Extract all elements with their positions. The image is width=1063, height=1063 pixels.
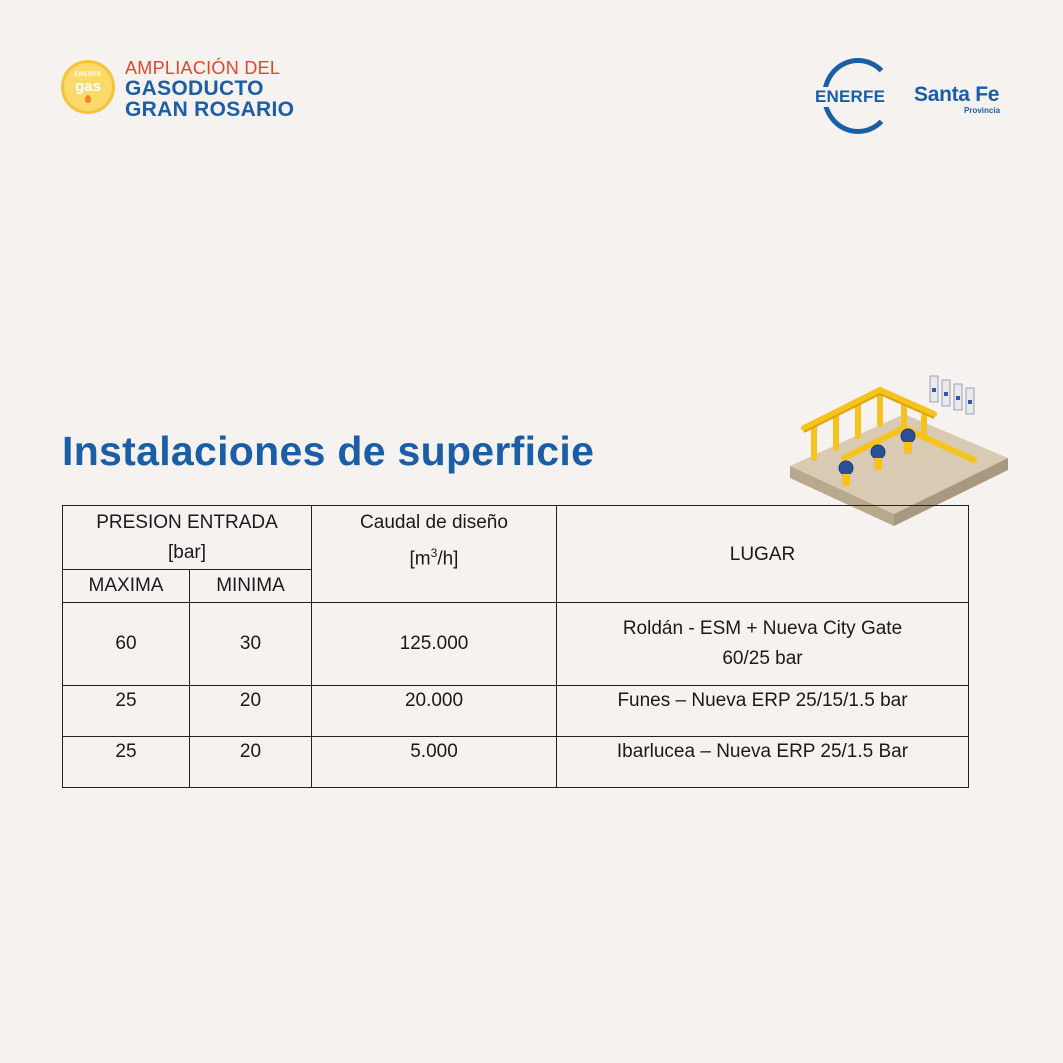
- table-row: [63, 686, 969, 737]
- logo-text: [125, 58, 294, 120]
- badge-word: gas: [75, 77, 101, 95]
- cell-minima: 30: [190, 603, 312, 686]
- cell-minima: 20: [190, 737, 312, 788]
- header-caudal-label: Caudal de diseño: [360, 512, 508, 533]
- table-row: [63, 737, 969, 788]
- header-presion-label: PRESION ENTRADA: [96, 512, 278, 533]
- cell-caudal: 5.000: [312, 737, 557, 788]
- cell-lugar-line2: 60/25 bar: [722, 648, 803, 669]
- superficie-table: [62, 505, 969, 788]
- cell-maxima: 60: [63, 603, 190, 686]
- logo-line-2: GASODUCTO: [125, 77, 264, 100]
- page-title: Instalaciones de superficie: [62, 428, 595, 474]
- cell-maxima: 25: [63, 737, 190, 788]
- enerfe-logo: [814, 58, 896, 136]
- header-maxima: MAXIMA: [63, 570, 190, 603]
- caudal-unit-post: /h]: [437, 548, 459, 570]
- santafe-provincia: Provincia: [964, 106, 1001, 115]
- cell-lugar: Funes – Nueva ERP 25/15/1.5 bar: [557, 686, 969, 737]
- header-presion: [63, 506, 312, 570]
- gasoducto-logo: [61, 58, 331, 124]
- cell-lugar-line1: Roldán - ESM + Nueva City Gate: [622, 618, 903, 639]
- logo-line-3: GRAN ROSARIO: [125, 98, 295, 121]
- header-caudal-unit: [318, 538, 550, 574]
- header-caudal: [312, 506, 557, 603]
- badge-top-text: ENERFE: [74, 71, 102, 78]
- caudal-unit-pre: [m: [409, 548, 431, 570]
- logo-line-1: AMPLIACIÓN DEL: [125, 58, 281, 78]
- caudal-unit-sup: 3: [430, 546, 438, 560]
- header-lugar: LUGAR: [557, 506, 969, 603]
- cell-caudal: 125.000: [312, 603, 557, 686]
- table-header-row: [63, 506, 969, 570]
- enerfe-wordmark: ENERFE: [815, 87, 886, 106]
- header-presion-unit: [bar]: [167, 542, 207, 563]
- cell-lugar: [557, 603, 969, 686]
- santafe-logo: [914, 83, 1009, 115]
- cell-minima: 20: [190, 686, 312, 737]
- cell-lugar: Ibarlucea – Nueva ERP 25/1.5 Bar: [557, 737, 969, 788]
- flame-icon: [85, 95, 91, 103]
- header-minima: MINIMA: [190, 570, 312, 603]
- enerfe-gas-badge: [61, 60, 115, 114]
- santafe-wordmark: Santa Fe: [914, 83, 1000, 106]
- cell-caudal: 20.000: [312, 686, 557, 737]
- cell-maxima: 25: [63, 686, 190, 737]
- table-row: [63, 603, 969, 686]
